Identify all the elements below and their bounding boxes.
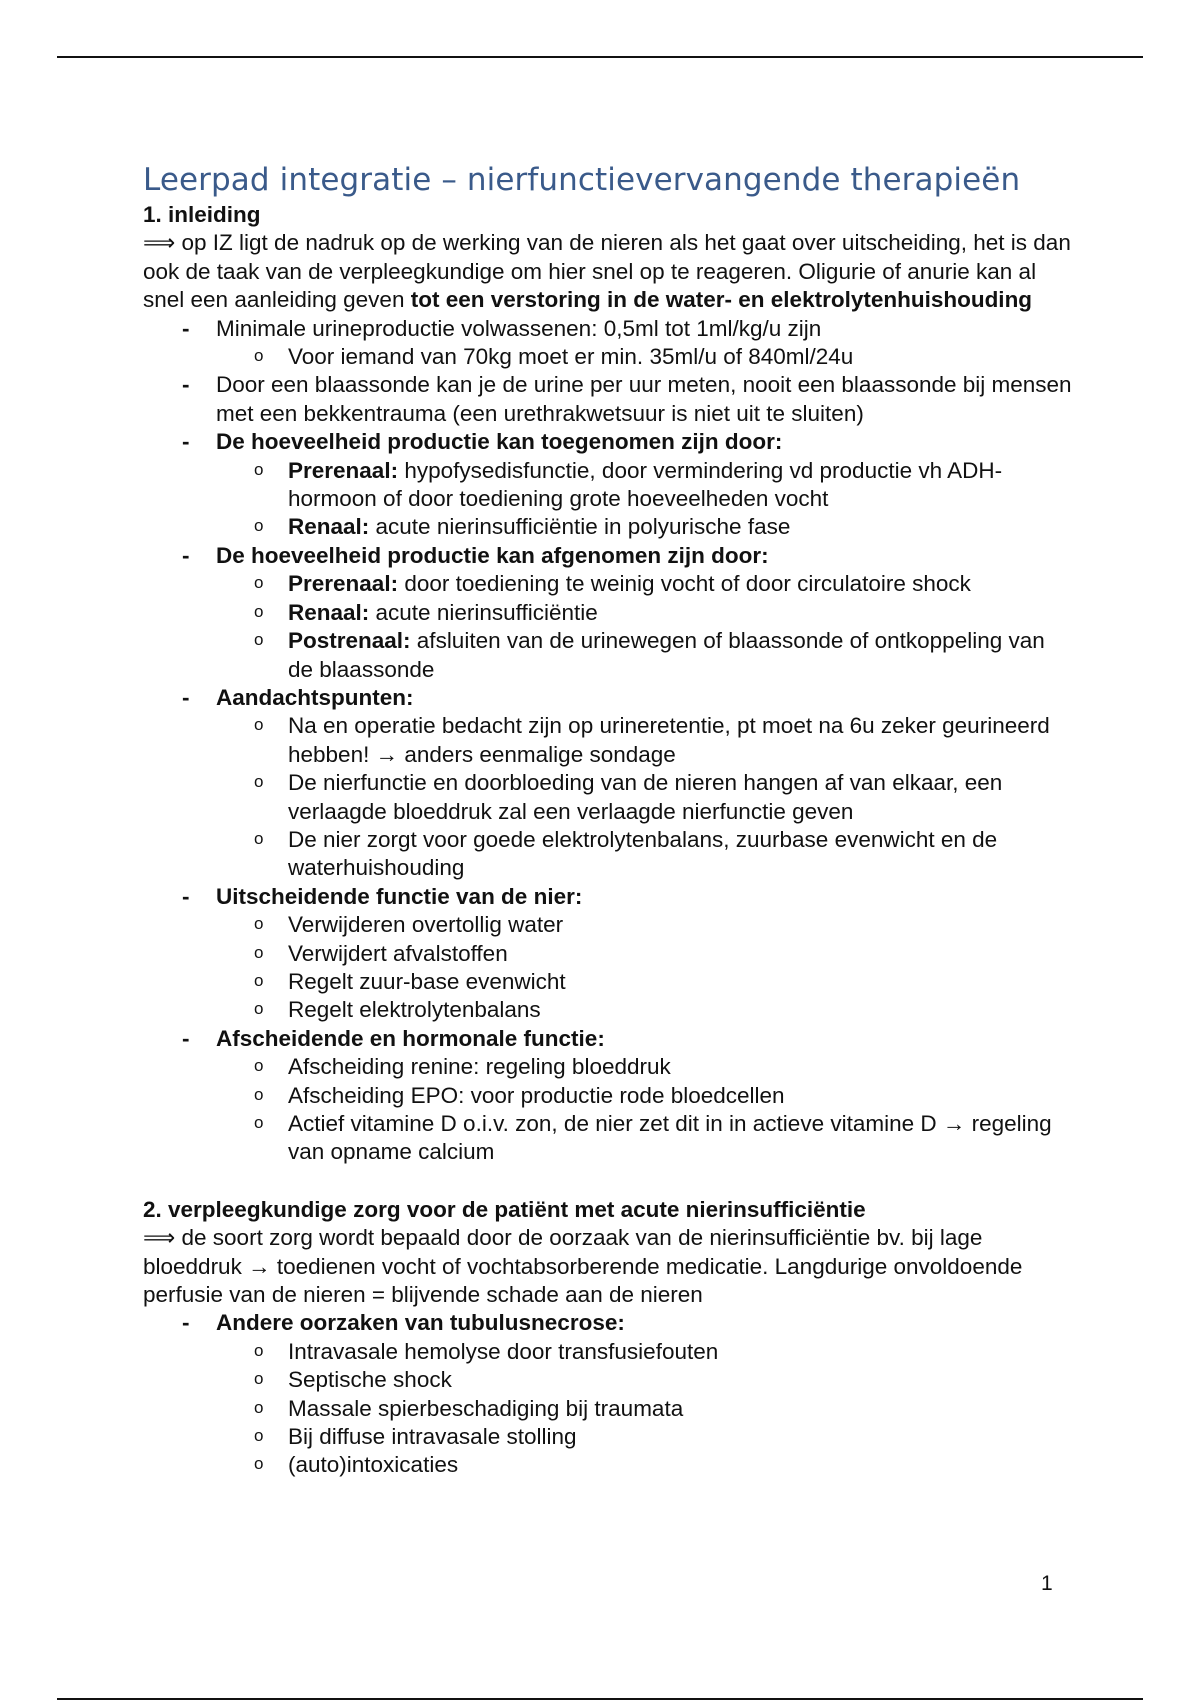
sub-list-item — [143, 457, 1073, 514]
document-title: Leerpad integratie – nierfunctievervangende therapieën — [143, 162, 1021, 198]
sub-list-item — [143, 1082, 1073, 1110]
sub-list — [143, 457, 1073, 542]
list-item — [143, 883, 1073, 1025]
sub-list-item — [143, 627, 1073, 684]
circle-bullet-icon: o — [254, 772, 264, 792]
circle-bullet-icon: o — [254, 630, 264, 650]
sub-list — [143, 343, 1073, 371]
list-item — [143, 1025, 1073, 1167]
sub-item-text: De nier zorgt voor goede elektrolytenbalans, zuurbase evenwicht en de waterhuishouding — [288, 826, 998, 881]
circle-bullet-icon: o — [254, 516, 264, 536]
circle-bullet-icon: o — [254, 346, 264, 366]
dash-bullet-icon: - — [182, 883, 190, 909]
sub-list-item — [143, 1338, 1073, 1366]
sub-list-item — [143, 911, 1073, 939]
sub-item-text: Voor iemand van 70kg moet er min. 35ml/u of 840ml/24u — [288, 344, 854, 370]
sub-list — [143, 1338, 1073, 1480]
section-heading: 1. inleiding — [143, 202, 261, 227]
sub-item-text: Verwijderen overtollig water — [288, 912, 564, 938]
dash-bullet-icon: - — [182, 1025, 190, 1051]
sub-list — [143, 1053, 1073, 1167]
list-item-heading: Aandachtspunten: — [216, 684, 414, 710]
circle-bullet-icon: o — [254, 1056, 264, 1076]
sub-item-text: afsluiten van de urinewegen of blaassonde of ontkoppeling van de blaassonde — [288, 628, 1045, 682]
list-item — [143, 371, 1073, 428]
sub-item-text: (auto)intoxicaties — [288, 1452, 459, 1478]
double-arrow-icon: ⟹ — [143, 230, 176, 256]
list-item-heading: Uitscheidende functie van de nier: — [216, 883, 583, 909]
dash-bullet-icon: - — [182, 315, 190, 341]
header-rule — [57, 56, 1143, 58]
circle-bullet-icon: o — [254, 573, 264, 593]
list-item-heading: Afscheidende en hormonale functie: — [216, 1025, 605, 1051]
sub-item-label: Postrenaal: — [288, 628, 411, 654]
list-item — [143, 542, 1073, 684]
sub-item-text: Massale spierbeschadiging bij traumata — [288, 1395, 684, 1421]
circle-bullet-icon: o — [254, 1369, 264, 1389]
page-number: 1 — [1041, 1572, 1053, 1595]
sub-list-item — [143, 570, 1073, 598]
dash-bullet-icon: - — [182, 542, 190, 568]
sub-list-item — [143, 1110, 1073, 1167]
circle-bullet-icon: o — [254, 914, 264, 934]
sub-item-text: Bij diffuse intravasale stolling — [288, 1424, 577, 1450]
intro-text: de soort zorg wordt bepaald door de oorzaak van de nierinsufficiëntie bv. bij lage bloeddruk → toedienen vocht of vochtabsorberende medicatie. Langdurige onvoldoende perfusie van de nieren = blijvende schade aan de nieren — [143, 1225, 1023, 1308]
sub-item-label: Renaal: — [288, 599, 370, 625]
bullet-list — [143, 1309, 1073, 1479]
sub-list — [143, 570, 1073, 684]
sub-item-label: Renaal: — [288, 514, 370, 540]
intro-text: op IZ ligt de nadruk op de werking van de nieren als het gaat over uitscheiding, het is dan ook de taak van de verpleegkundige om hier snel op te reageren. Oligurie of anurie kan al snel een aanleiding geven — [143, 230, 1071, 313]
sub-list-item — [143, 940, 1073, 968]
sub-item-text: acute nierinsufficiëntie in polyurische fase — [369, 514, 791, 540]
sub-item-text: acute nierinsufficiëntie — [369, 599, 598, 625]
intro-bold-text: tot een verstoring in de water- en elektrolytenhuishouding — [410, 287, 1033, 313]
sub-item-text: Actief vitamine D o.i.v. zon, de nier zet dit in in actieve vitamine D → regeling van opname calcium — [288, 1111, 1052, 1165]
sub-item-text: Regelt zuur-base evenwicht — [288, 968, 566, 994]
sub-list-item — [143, 968, 1073, 996]
sub-item-text: De nierfunctie en doorbloeding van de nieren hangen af van elkaar, een verlaagde bloeddruk zal een verlaagde nierfunctie geven — [288, 770, 1003, 824]
circle-bullet-icon: o — [254, 715, 264, 735]
section-heading: 2. verpleegkundige zorg voor de patiënt met acute nierinsufficiëntie — [143, 1196, 866, 1222]
sub-item-label: Prerenaal: — [288, 571, 399, 597]
circle-bullet-icon: o — [254, 1454, 264, 1474]
sub-list-item — [143, 1366, 1073, 1394]
sub-item-label: Prerenaal: — [288, 457, 399, 483]
circle-bullet-icon: o — [254, 601, 264, 621]
dash-bullet-icon: - — [182, 429, 190, 455]
sub-item-text: Intravasale hemolyse door transfusiefouten — [288, 1338, 719, 1364]
sub-list-item — [143, 599, 1073, 627]
sub-item-text: Regelt elektrolytenbalans — [288, 997, 541, 1023]
dash-bullet-icon: - — [182, 1310, 190, 1336]
sub-list — [143, 911, 1073, 1025]
sub-item-text: Verwijdert afvalstoffen — [288, 940, 508, 966]
circle-bullet-icon: o — [254, 459, 264, 479]
circle-bullet-icon: o — [254, 942, 264, 962]
circle-bullet-icon: o — [254, 1084, 264, 1104]
sub-item-text: Na en operatie bedacht zijn op urineretentie, pt moet na 6u zeker geurineerd hebben! → anders eenmalige sondage — [288, 713, 1050, 767]
list-item — [143, 1309, 1073, 1479]
section-intro — [143, 1224, 1073, 1309]
circle-bullet-icon: o — [254, 1426, 264, 1446]
list-item — [143, 315, 1073, 372]
list-item — [143, 428, 1073, 542]
double-arrow-icon: ⟹ — [143, 1225, 176, 1251]
list-item — [143, 684, 1073, 883]
circle-bullet-icon: o — [254, 999, 264, 1019]
sub-list-item — [143, 1451, 1073, 1479]
section-spacer — [143, 1167, 1073, 1196]
document-page — [143, 160, 1073, 1480]
sub-list-item — [143, 1395, 1073, 1423]
circle-bullet-icon: o — [254, 1340, 264, 1360]
circle-bullet-icon: o — [254, 970, 264, 990]
sub-list-item — [143, 712, 1073, 769]
sub-item-text: door toediening te weinig vocht of door circulatoire shock — [398, 571, 971, 597]
sub-list-item — [143, 343, 1073, 371]
section-intro — [143, 229, 1073, 314]
sub-list-item — [143, 996, 1073, 1024]
circle-bullet-icon: o — [254, 1397, 264, 1417]
dash-bullet-icon: - — [182, 372, 190, 398]
circle-bullet-icon: o — [254, 828, 264, 848]
dash-bullet-icon: - — [182, 684, 190, 710]
bullet-list — [143, 315, 1073, 1167]
sub-item-text: Afscheiding renine: regeling bloeddruk — [288, 1054, 671, 1080]
list-item-heading: De hoeveelheid productie kan afgenomen zijn door: — [216, 542, 769, 568]
sub-list-item — [143, 769, 1073, 826]
sub-list-item — [143, 1423, 1073, 1451]
circle-bullet-icon: o — [254, 1113, 264, 1132]
sub-item-text: Afscheiding EPO: voor productie rode bloedcellen — [288, 1082, 785, 1108]
list-item-heading: De hoeveelheid productie kan toegenomen zijn door: — [216, 429, 783, 455]
sub-list-item — [143, 513, 1073, 541]
sub-list-item — [143, 826, 1073, 883]
list-item-text: Door een blaassonde kan je de urine per uur meten, nooit een blaassonde bij mensen met een bekkentrauma (een urethrakwetsuur is niet uit te sluiten) — [216, 372, 1072, 426]
sub-item-text: hypofysedisfunctie, door vermindering vd productie vh ADH-hormoon of door toediening grote hoeveelheden vocht — [288, 457, 1003, 512]
sub-list — [143, 712, 1073, 882]
list-item-heading: Andere oorzaken van tubulusnecrose: — [216, 1310, 625, 1336]
sub-item-text: Septische shock — [288, 1367, 452, 1393]
sub-list-item — [143, 1053, 1073, 1081]
list-item-text: Minimale urineproductie volwassenen: 0,5ml tot 1ml/kg/u zijn — [216, 315, 822, 341]
